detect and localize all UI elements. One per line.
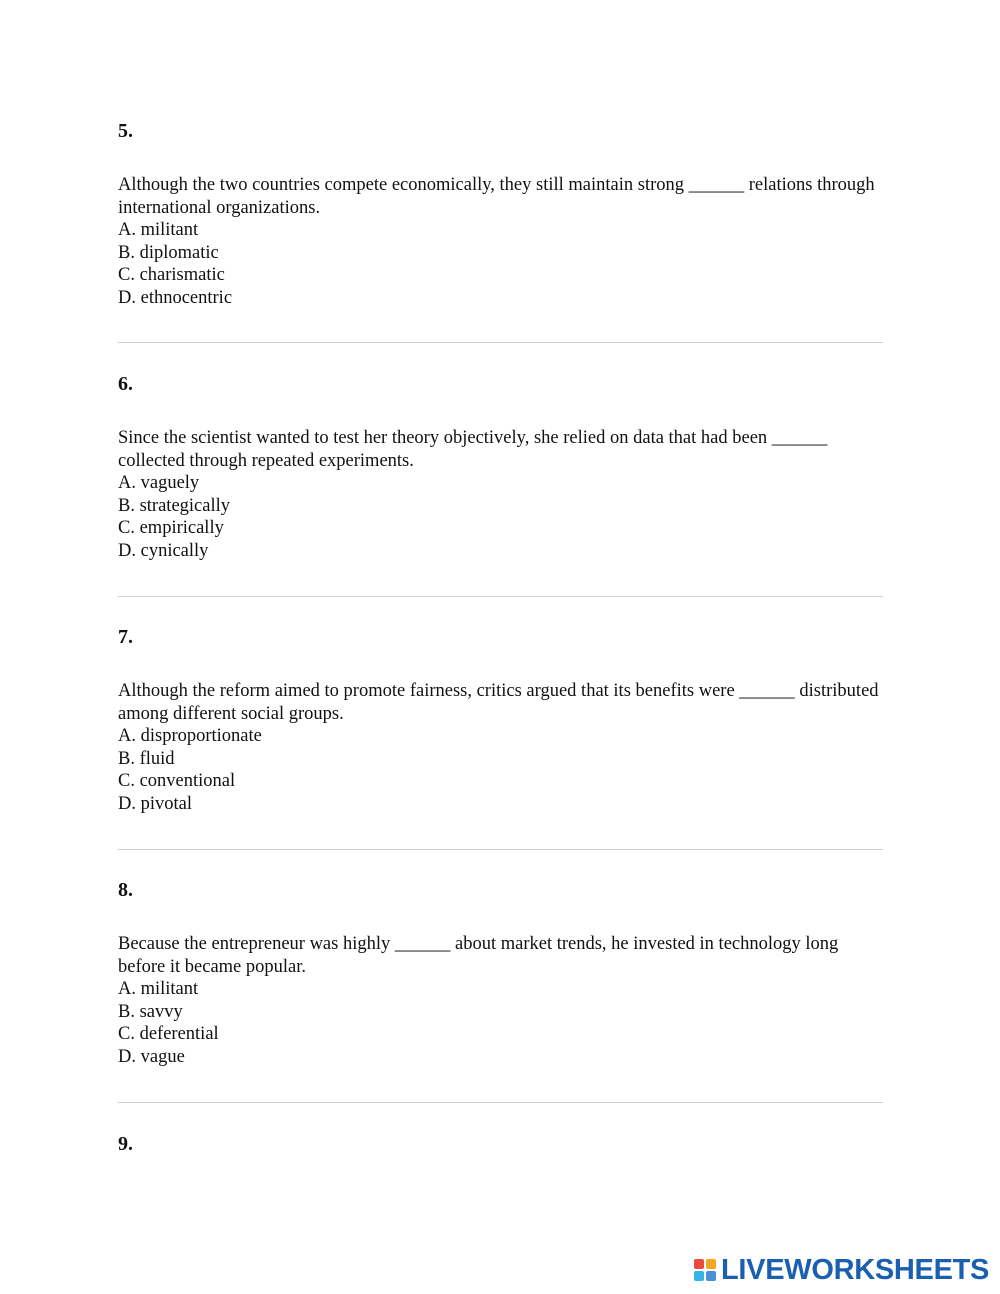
- option-a[interactable]: A. vaguely: [118, 473, 200, 494]
- question-number: 8.: [118, 879, 133, 901]
- option-b[interactable]: B. savvy: [118, 1001, 183, 1022]
- question-7: [118, 625, 888, 816]
- option-a[interactable]: A. disproportionate: [118, 726, 262, 747]
- option-b[interactable]: B. fluid: [118, 748, 175, 769]
- question-9: [118, 1132, 888, 1156]
- question-8: [118, 878, 888, 1069]
- option-d[interactable]: D. ethnocentric: [118, 287, 233, 308]
- brand-name: LIVEWORKSHEETS: [721, 1254, 990, 1286]
- question-number: 5.: [118, 120, 133, 142]
- option-b[interactable]: B. diplomatic: [118, 242, 219, 263]
- option-d[interactable]: D. cynically: [118, 540, 209, 561]
- question-divider: [118, 596, 883, 597]
- option-d[interactable]: D. pivotal: [118, 793, 192, 814]
- question-stem: Although the two countries compete economically, they still maintain strong ______ relations through international organizations.: [118, 175, 875, 218]
- question-stem: Because the entrepreneur was highly ______ about market trends, he invested in technology long before it became popular.: [118, 934, 839, 977]
- question-body: [118, 427, 888, 563]
- option-c[interactable]: C. charismatic: [118, 265, 225, 286]
- option-c[interactable]: C. conventional: [118, 771, 236, 792]
- question-divider: [118, 1102, 883, 1103]
- question-5: [118, 119, 888, 310]
- question-number: 9.: [118, 1133, 133, 1155]
- question-stem: Although the reform aimed to promote fairness, critics argued that its benefits were ______ distributed among different social groups.: [118, 681, 879, 724]
- question-6: [118, 372, 888, 563]
- option-b[interactable]: B. strategically: [118, 495, 230, 516]
- question-body: [118, 933, 888, 1069]
- question-number: 7.: [118, 626, 133, 648]
- question-number: 6.: [118, 373, 133, 395]
- option-a[interactable]: A. militant: [118, 979, 199, 1000]
- option-c[interactable]: C. deferential: [118, 1024, 219, 1045]
- question-body: [118, 174, 888, 310]
- question-divider: [118, 849, 883, 850]
- liveworksheets-brand: [694, 1255, 989, 1285]
- question-body: [118, 680, 888, 816]
- question-divider: [118, 342, 883, 343]
- question-stem: Since the scientist wanted to test her theory objectively, she relied on data that had been ______ collected through repeated experiments.: [118, 428, 828, 471]
- option-a[interactable]: A. militant: [118, 220, 199, 241]
- liveworksheets-logo-icon: [694, 1259, 716, 1281]
- option-d[interactable]: D. vague: [118, 1046, 185, 1067]
- option-c[interactable]: C. empirically: [118, 518, 224, 539]
